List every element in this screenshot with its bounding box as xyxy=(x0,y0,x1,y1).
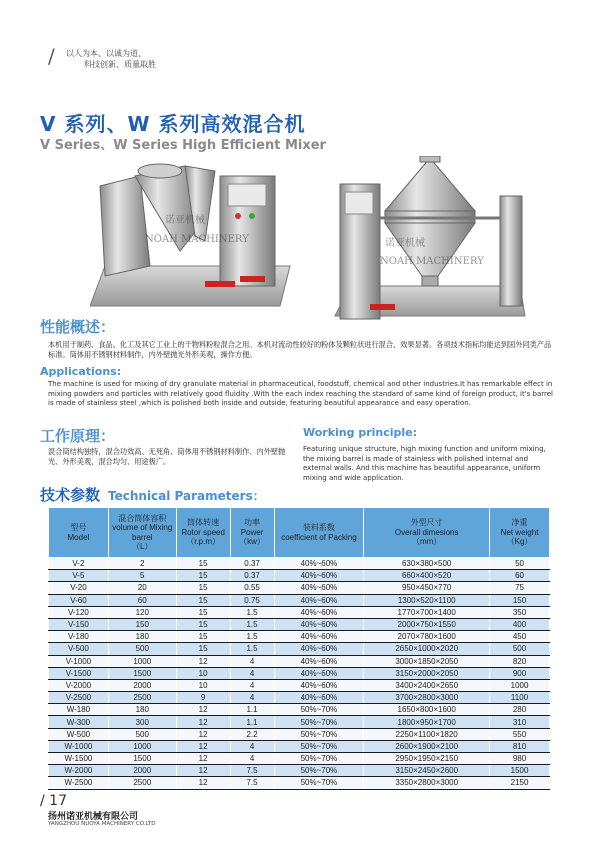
table-row xyxy=(49,655,550,667)
parameters-table xyxy=(48,507,550,790)
table-cell: 120 xyxy=(108,606,176,618)
table-cell: 2000 xyxy=(108,679,176,691)
table-cell: 3150×2450×2600 xyxy=(364,765,490,777)
v-mixer-photo xyxy=(90,156,300,324)
table-cell: 2000×750×1550 xyxy=(364,618,490,630)
table-cell: 9 xyxy=(176,692,230,704)
table-cell: 50%~70% xyxy=(274,716,364,728)
col-packing-header: 装料系数 coefficient of Packing xyxy=(274,508,364,558)
table-cell: 1500 xyxy=(108,753,176,765)
table-cell: 2250×1100×1820 xyxy=(364,728,490,740)
table-row xyxy=(49,570,550,582)
table-cell: V-500 xyxy=(49,643,109,655)
table-row xyxy=(49,618,550,630)
table-cell: 1650×800×1600 xyxy=(364,704,490,716)
table-cell: 3400×2400×2650 xyxy=(364,679,490,691)
table-cell: 50%~70% xyxy=(274,704,364,716)
table-cell: 2000 xyxy=(108,765,176,777)
table-cell: 1800×950×1700 xyxy=(364,716,490,728)
table-cell: V-120 xyxy=(49,606,109,618)
table-cell: 1.1 xyxy=(230,716,274,728)
table-cell: 60 xyxy=(108,594,176,606)
table-cell: 50%~70% xyxy=(274,740,364,752)
table-cell: 300 xyxy=(108,716,176,728)
table-cell: W-180 xyxy=(49,704,109,716)
table-cell: 450 xyxy=(490,631,550,643)
table-cell: 1.5 xyxy=(230,631,274,643)
table-cell: 40%~60% xyxy=(274,667,364,679)
table-cell: V-2000 xyxy=(49,679,109,691)
table-row xyxy=(49,753,550,765)
slogan xyxy=(66,48,156,70)
table-cell: 1000 xyxy=(108,740,176,752)
table-cell: 15 xyxy=(176,618,230,630)
principle-text-en: Featuring unique structure, high mixing function and uniform mixing, the mixing barrel is made of stainless with polished internal and external walls. And this machine has beautiful appearance, uniform mixing and wide application. xyxy=(303,445,546,482)
table-cell: 4 xyxy=(230,655,274,667)
table-cell: 2070×780×1600 xyxy=(364,631,490,643)
table-cell: 20 xyxy=(108,582,176,594)
table-cell: 2500 xyxy=(108,777,176,789)
watermark-en-left: NOAH MACHINERY xyxy=(145,234,249,245)
table-cell: 50%~70% xyxy=(274,777,364,789)
table-cell: 1500 xyxy=(108,667,176,679)
table-cell: 10 xyxy=(176,667,230,679)
table-cell: 810 xyxy=(490,740,550,752)
table-cell: V-5 xyxy=(49,570,109,582)
table-cell: 5 xyxy=(108,570,176,582)
table-cell: 12 xyxy=(176,777,230,789)
table-cell: 660×400×520 xyxy=(364,570,490,582)
table-cell: W-500 xyxy=(49,728,109,740)
table-row xyxy=(49,728,550,740)
slogan-line-2: 科技创新、质量取胜 xyxy=(84,60,156,69)
table-cell: 40%~60% xyxy=(274,679,364,691)
table-row xyxy=(49,606,550,618)
table-cell: 50%~70% xyxy=(274,765,364,777)
w-mixer-photo xyxy=(330,156,530,324)
principle-text-cn: 混合筒结构独特，混合功效高、无死角、筒体用不锈钢材料制作、内外壁抛光、外形美观，混合均匀、用途极广。 xyxy=(48,447,286,466)
table-cell: 500 xyxy=(490,643,550,655)
col-speed-header: 筒体转速 Rotor speed （r.p.m） xyxy=(176,508,230,558)
watermark-en-right: NOAH MACHINERY xyxy=(380,256,484,267)
table-cell: 500 xyxy=(108,728,176,740)
table-cell: V-150 xyxy=(49,618,109,630)
w-mixer-image xyxy=(330,156,530,324)
watermark-cn-left: 诺亚机械 xyxy=(165,215,205,226)
table-cell: 550 xyxy=(490,728,550,740)
table-cell: 40%~60% xyxy=(274,692,364,704)
table-cell: 1.5 xyxy=(230,643,274,655)
table-cell: 7.5 xyxy=(230,765,274,777)
table-cell: 980 xyxy=(490,753,550,765)
company-name-cn: 扬州诺亚机械有限公司 xyxy=(48,812,139,822)
applications-heading: Applications: xyxy=(40,365,122,378)
table-cell: 1500 xyxy=(490,765,550,777)
table-cell: 12 xyxy=(176,704,230,716)
table-cell: 3150×2000×2050 xyxy=(364,667,490,679)
table-cell: 12 xyxy=(176,740,230,752)
col-weight-header: 净重 Net weight （Kg） xyxy=(490,508,550,558)
table-cell: 1.1 xyxy=(230,704,274,716)
table-cell: 75 xyxy=(490,582,550,594)
table-cell: 2 xyxy=(108,558,176,570)
tech-heading xyxy=(40,484,265,505)
table-cell: V-60 xyxy=(49,594,109,606)
col-volume-header: 混合筒体容积 volume of Mixing barrel （L） xyxy=(108,508,176,558)
table-cell: 0.55 xyxy=(230,582,274,594)
page-title-cn: V 系列、W 系列高效混合机 xyxy=(40,112,306,136)
table-cell: 12 xyxy=(176,716,230,728)
table-cell: 50%~70% xyxy=(274,728,364,740)
table-cell: W-2500 xyxy=(49,777,109,789)
table-cell: 1.5 xyxy=(230,606,274,618)
table-cell: 15 xyxy=(176,631,230,643)
table-cell: 400 xyxy=(490,618,550,630)
table-cell: 50%~70% xyxy=(274,753,364,765)
performance-heading-cn: 性能概述： xyxy=(40,318,116,336)
table-cell: 1000 xyxy=(108,655,176,667)
table-cell: 3000×1850×2050 xyxy=(364,655,490,667)
table-row xyxy=(49,594,550,606)
table-cell: 40%~60% xyxy=(274,631,364,643)
table-cell: 15 xyxy=(176,606,230,618)
table-cell: 15 xyxy=(176,643,230,655)
table-cell: 1100 xyxy=(490,692,550,704)
table-row xyxy=(49,704,550,716)
table-cell: 60 xyxy=(490,570,550,582)
col-model-header: 型号 Model xyxy=(49,508,109,558)
product-photos xyxy=(40,156,560,324)
col-dimensions-header: 外型尺寸 Overall dimesions （mm） xyxy=(364,508,490,558)
table-cell: 0.37 xyxy=(230,558,274,570)
table-row xyxy=(49,631,550,643)
table-cell: 500 xyxy=(108,643,176,655)
table-cell: W-300 xyxy=(49,716,109,728)
applications-text: The machine is used for mixing of dry granulate material in pharmaceutical, foodstuff, chemical and other industries.It has remarkable effect in mixing powders and particles with relatively good fluidity .With the each index reaching the standard of same kind of foreign product, it's barrel is made of stainless steel ,which is polished both inside and outside, featuring beautiful appearance and easy operation. xyxy=(48,380,554,407)
table-cell: 310 xyxy=(490,716,550,728)
table-cell: 180 xyxy=(108,704,176,716)
table-cell: 2650×1000×2020 xyxy=(364,643,490,655)
table-row xyxy=(49,558,550,570)
tech-heading-cn: 技术参数 xyxy=(40,486,101,504)
table-cell: 50 xyxy=(490,558,550,570)
table-cell: 4 xyxy=(230,667,274,679)
table-cell: 40%~60% xyxy=(274,582,364,594)
table-cell: W-1500 xyxy=(49,753,109,765)
table-cell: 15 xyxy=(176,558,230,570)
table-cell: 12 xyxy=(176,655,230,667)
table-row xyxy=(49,777,550,789)
table-row xyxy=(49,679,550,691)
table-cell: 40%~60% xyxy=(274,594,364,606)
principle-heading-en: Working principle: xyxy=(303,426,418,439)
table-cell: 1770×700×1400 xyxy=(364,606,490,618)
table-cell: 3350×2800×3000 xyxy=(364,777,490,789)
table-cell: W-1000 xyxy=(49,740,109,752)
table-cell: 40%~60% xyxy=(274,655,364,667)
table-cell: 950×450×770 xyxy=(364,582,490,594)
principle-heading-cn: 工作原理： xyxy=(40,427,116,445)
table-cell: 820 xyxy=(490,655,550,667)
table-cell: 900 xyxy=(490,667,550,679)
table-cell: 10 xyxy=(176,679,230,691)
table-cell: 0.37 xyxy=(230,570,274,582)
table-cell: 2600×1900×2100 xyxy=(364,740,490,752)
table-cell: 4 xyxy=(230,679,274,691)
table-cell: 12 xyxy=(176,728,230,740)
table-cell: 3700×2800×3000 xyxy=(364,692,490,704)
table-row xyxy=(49,740,550,752)
table-cell: V-2500 xyxy=(49,692,109,704)
table-cell: 2950×1950×2150 xyxy=(364,753,490,765)
table-cell: 4 xyxy=(230,692,274,704)
table-cell: 4 xyxy=(230,740,274,752)
table-header-row xyxy=(49,508,550,558)
slogan-slash: / xyxy=(48,44,55,68)
table-cell: 40%~60% xyxy=(274,643,364,655)
table-body xyxy=(49,558,550,790)
table-cell: V-180 xyxy=(49,631,109,643)
page-number: / 17 xyxy=(40,793,67,809)
table-cell: V-1500 xyxy=(49,667,109,679)
table-cell: V-20 xyxy=(49,582,109,594)
table-cell: W-2000 xyxy=(49,765,109,777)
table-cell: 12 xyxy=(176,765,230,777)
performance-text-cn: 本机用于制药、食品、化工及其它工业上的干物料粉粒混合之用。本机对流动性较好的粉体及颗粒状进行混合，效果显著。各项技术指标均能达到国外同类产品标准。筒体用不锈钢材料制作，内外壁抛光外形美观，操作方便。 xyxy=(48,340,552,359)
table-row xyxy=(49,582,550,594)
table-cell: 15 xyxy=(176,582,230,594)
page-title-en: V Series、W Series High Efficient Mixer xyxy=(40,138,326,153)
table-row xyxy=(49,765,550,777)
table-cell: V-2 xyxy=(49,558,109,570)
company-name-en: YANGZHOU NUOYA MACHINERY CO.LTD xyxy=(48,821,156,827)
table-cell: 150 xyxy=(108,618,176,630)
table-cell: 15 xyxy=(176,594,230,606)
table-cell: 350 xyxy=(490,606,550,618)
table-cell: V-1000 xyxy=(49,655,109,667)
table-cell: 40%~60% xyxy=(274,570,364,582)
table-cell: 2.2 xyxy=(230,728,274,740)
table-row xyxy=(49,643,550,655)
tech-heading-en: Technical Parameters： xyxy=(108,489,265,503)
col-power-header: 功率 Power （kw） xyxy=(230,508,274,558)
table-cell: 15 xyxy=(176,570,230,582)
table-cell: 7.5 xyxy=(230,777,274,789)
table-cell: 40%~60% xyxy=(274,558,364,570)
table-cell: 180 xyxy=(108,631,176,643)
table-cell: 0.75 xyxy=(230,594,274,606)
slogan-line-1: 以人为本、以诚为道、 xyxy=(66,49,146,58)
table-cell: 280 xyxy=(490,704,550,716)
table-cell: 150 xyxy=(490,594,550,606)
table-row xyxy=(49,716,550,728)
table-cell: 40%~60% xyxy=(274,618,364,630)
table-cell: 2150 xyxy=(490,777,550,789)
table-row xyxy=(49,692,550,704)
table-cell: 2500 xyxy=(108,692,176,704)
table-row xyxy=(49,667,550,679)
watermark-cn-right: 诺亚机械 xyxy=(385,238,425,249)
table-cell: 630×380×500 xyxy=(364,558,490,570)
table-cell: 1.5 xyxy=(230,618,274,630)
table-cell: 40%~60% xyxy=(274,606,364,618)
table-cell: 4 xyxy=(230,753,274,765)
table-cell: 1300×520×1100 xyxy=(364,594,490,606)
table-cell: 12 xyxy=(176,753,230,765)
table-cell: 1000 xyxy=(490,679,550,691)
